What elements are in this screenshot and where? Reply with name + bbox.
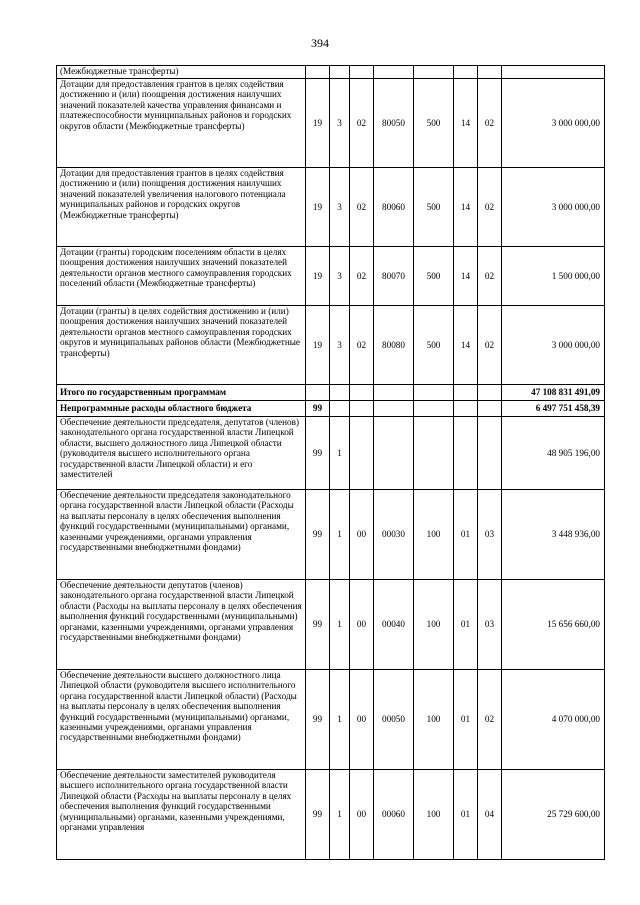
expense-name-cell: Дотации (гранты) в целях содействия достижению и (или) поощрения достижения наилучших значений показателей деятельности органов местного самоуправления городских округов и муниципальных районов области (Межбюджетные трансферты)	[57, 306, 306, 385]
amount-cell: 47 108 831 491,09	[502, 385, 605, 401]
subsection-cell: 02	[478, 247, 502, 306]
subprogram-code-cell	[330, 385, 350, 401]
table-row	[57, 247, 605, 306]
amount-cell: 3 000 000,00	[502, 306, 605, 385]
section-cell: 14	[454, 168, 478, 247]
direction-code-cell	[374, 417, 414, 490]
amount-cell: 48 905 196,00	[502, 417, 605, 490]
table-row	[57, 385, 605, 401]
expense-name-cell: Обеспечение деятельности заместителей руководителя высшего исполнительного органа государственной власти Липецкой области (Расходы на выплаты персоналу в целях обеспечения выполнения функций государственными (муниципальными) органами, казенными учреждениями, органами управления	[57, 770, 306, 860]
subprogram-code-cell	[330, 66, 350, 79]
program-code-cell: 19	[306, 247, 330, 306]
main-activity-code-cell: 00	[350, 770, 374, 860]
expense-type-cell: 500	[414, 79, 454, 168]
table-row	[57, 401, 605, 417]
main-activity-code-cell: 00	[350, 670, 374, 770]
direction-code-cell	[374, 401, 414, 417]
direction-code-cell: 00050	[374, 670, 414, 770]
program-code-cell: 19	[306, 306, 330, 385]
subprogram-code-cell: 3	[330, 306, 350, 385]
amount-cell: 3 000 000,00	[502, 79, 605, 168]
table-row	[57, 670, 605, 770]
amount-cell: 25 729 600,00	[502, 770, 605, 860]
direction-code-cell: 00040	[374, 580, 414, 670]
expense-name-cell: Итого по государственным программам	[57, 385, 306, 401]
direction-code-cell: 00030	[374, 490, 414, 580]
subsection-cell	[478, 385, 502, 401]
main-activity-code-cell	[350, 401, 374, 417]
direction-code-cell: 80070	[374, 247, 414, 306]
expense-name-cell: Обеспечение деятельности депутатов (членов) законодательного органа государственной власти Липецкой области (Расходы на выплаты персоналу в целях обеспечения выполнения функций государственными (муниципальными) органами, казенными учреждениями, органами управления государственными внебюджетными фондами)	[57, 580, 306, 670]
table-row	[57, 770, 605, 860]
program-code-cell: 99	[306, 580, 330, 670]
subsection-cell	[478, 66, 502, 79]
section-cell: 01	[454, 580, 478, 670]
expense-name-cell: Дотации для предоставления грантов в целях содействия достижению и (или) поощрения достижения наилучших значений показателей увеличения налогового потенциала муниципальных районов и городских округов (Межбюджетные трансферты)	[57, 168, 306, 247]
expense-name-cell: Дотации (гранты) городским поселениям области в целях поощрения достижения наилучших значений показателей деятельности органов местного самоуправления городских поселений области (Межбюджетные трансферты)	[57, 247, 306, 306]
expense-name-cell: Обеспечение деятельности председателя законодательного органа государственной власти Липецкой области (Расходы на выплаты персоналу в целях обеспечения выполнения функций государственными (муниципальными) органами, казенными учреждениями, органами управления государственными внебюджетными фондами)	[57, 490, 306, 580]
expense-name-cell: Непрограммные расходы областного бюджета	[57, 401, 306, 417]
main-activity-code-cell	[350, 66, 374, 79]
expense-type-cell: 500	[414, 306, 454, 385]
table-row	[57, 306, 605, 385]
amount-cell: 3 448 936,00	[502, 490, 605, 580]
direction-code-cell	[374, 385, 414, 401]
subsection-cell	[478, 401, 502, 417]
table-row	[57, 79, 605, 168]
direction-code-cell: 80050	[374, 79, 414, 168]
main-activity-code-cell: 02	[350, 306, 374, 385]
main-activity-code-cell: 00	[350, 490, 374, 580]
subsection-cell	[478, 417, 502, 490]
subsection-cell: 02	[478, 79, 502, 168]
budget-table	[56, 65, 605, 860]
amount-cell	[502, 66, 605, 79]
subprogram-code-cell: 3	[330, 247, 350, 306]
main-activity-code-cell: 02	[350, 168, 374, 247]
subprogram-code-cell: 1	[330, 580, 350, 670]
main-activity-code-cell	[350, 417, 374, 490]
subprogram-code-cell	[330, 401, 350, 417]
page-number: 394	[311, 36, 329, 50]
subprogram-code-cell: 1	[330, 490, 350, 580]
expense-name-cell: Дотации для предоставления грантов в целях содействия достижению и (или) поощрения достижения наилучших значений показателей качества управления финансами и платежеспособности муниципальных районов и городских округов области (Межбюджетные трансферты)	[57, 79, 306, 168]
expense-type-cell	[414, 401, 454, 417]
subprogram-code-cell: 1	[330, 670, 350, 770]
expense-type-cell: 100	[414, 490, 454, 580]
subprogram-code-cell: 3	[330, 168, 350, 247]
section-cell	[454, 401, 478, 417]
subsection-cell: 03	[478, 580, 502, 670]
program-code-cell	[306, 385, 330, 401]
program-code-cell: 19	[306, 79, 330, 168]
program-code-cell: 99	[306, 770, 330, 860]
expense-type-cell	[414, 417, 454, 490]
direction-code-cell: 00060	[374, 770, 414, 860]
program-code-cell	[306, 66, 330, 79]
section-cell: 14	[454, 306, 478, 385]
subsection-cell: 03	[478, 490, 502, 580]
subprogram-code-cell: 1	[330, 770, 350, 860]
section-cell: 14	[454, 247, 478, 306]
main-activity-code-cell: 02	[350, 79, 374, 168]
table-body	[57, 66, 605, 860]
expense-type-cell: 100	[414, 770, 454, 860]
section-cell	[454, 417, 478, 490]
expense-type-cell	[414, 66, 454, 79]
main-activity-code-cell: 02	[350, 247, 374, 306]
direction-code-cell: 80080	[374, 306, 414, 385]
expense-name-cell: Обеспечение деятельности высшего должностного лица Липецкой области (руководителя высшего исполнительного органа государственной власти Липецкой области) (Расходы на выплаты персоналу в целях обеспечения выполнения функций государственными (муниципальными) органами, казенными учреждениями, органами управления государственными внебюджетными фондами)	[57, 670, 306, 770]
subsection-cell: 02	[478, 670, 502, 770]
expense-name-cell: Обеспечение деятельности председателя, депутатов (членов) законодательного органа государственной власти Липецкой области, высшего должностного лица Липецкой области (руководителя высшего исполнительного органа государственной власти Липецкой области) и его заместителей	[57, 417, 306, 490]
subprogram-code-cell: 1	[330, 417, 350, 490]
program-code-cell: 99	[306, 417, 330, 490]
amount-cell: 3 000 000,00	[502, 168, 605, 247]
section-cell: 01	[454, 770, 478, 860]
subprogram-code-cell: 3	[330, 79, 350, 168]
expense-type-cell: 100	[414, 670, 454, 770]
section-cell: 14	[454, 79, 478, 168]
section-cell	[454, 385, 478, 401]
section-cell: 01	[454, 490, 478, 580]
expense-type-cell: 500	[414, 168, 454, 247]
expense-type-cell	[414, 385, 454, 401]
table-row	[57, 168, 605, 247]
section-cell: 01	[454, 670, 478, 770]
direction-code-cell: 80060	[374, 168, 414, 247]
subsection-cell: 02	[478, 168, 502, 247]
direction-code-cell	[374, 66, 414, 79]
section-cell	[454, 66, 478, 79]
program-code-cell: 19	[306, 168, 330, 247]
table-row	[57, 417, 605, 490]
expense-type-cell: 500	[414, 247, 454, 306]
expense-name-cell: (Межбюджетные трансферты)	[57, 66, 306, 79]
table-row	[57, 580, 605, 670]
program-code-cell: 99	[306, 670, 330, 770]
amount-cell: 15 656 660,00	[502, 580, 605, 670]
main-activity-code-cell: 00	[350, 580, 374, 670]
amount-cell: 6 497 751 458,39	[502, 401, 605, 417]
subsection-cell: 04	[478, 770, 502, 860]
main-activity-code-cell	[350, 385, 374, 401]
program-code-cell: 99	[306, 401, 330, 417]
expense-type-cell: 100	[414, 580, 454, 670]
subsection-cell: 02	[478, 306, 502, 385]
table-row	[57, 490, 605, 580]
program-code-cell: 99	[306, 490, 330, 580]
amount-cell: 1 500 000,00	[502, 247, 605, 306]
amount-cell: 4 070 000,00	[502, 670, 605, 770]
table-row	[57, 66, 605, 79]
